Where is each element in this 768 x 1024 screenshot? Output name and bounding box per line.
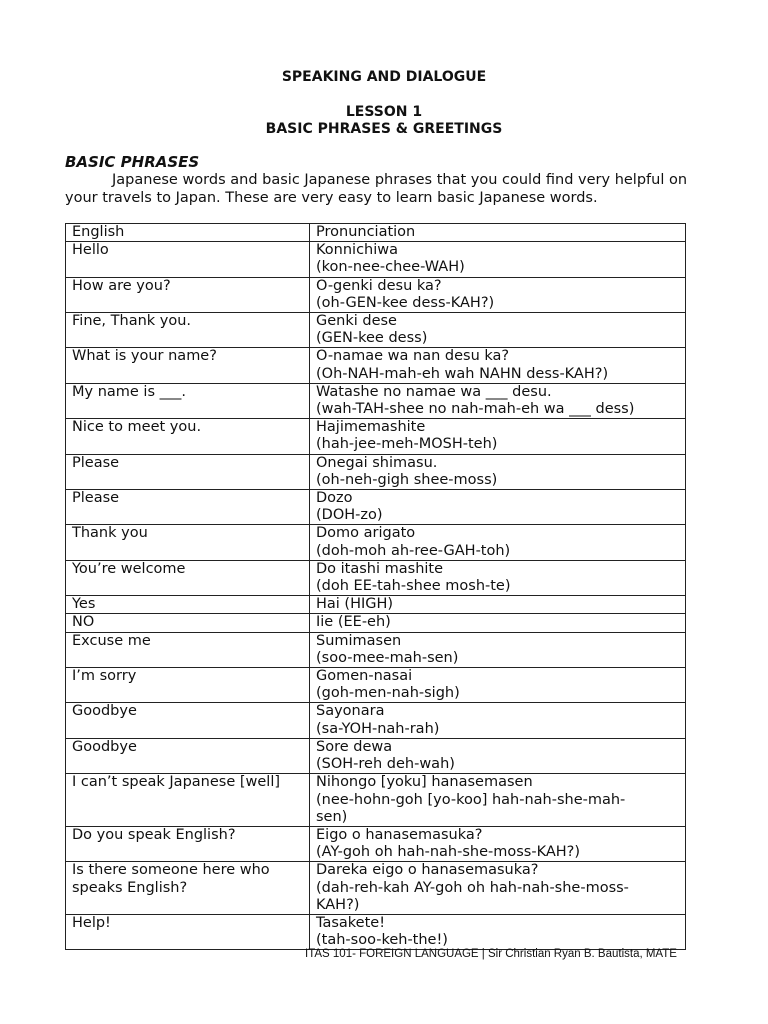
pronunciation-line: Hajimemashite	[316, 419, 426, 436]
english-cell: NO	[66, 614, 310, 632]
pronunciation-line: (Oh-NAH-mah-eh wah NAHN dess-KAH?)	[316, 365, 609, 382]
pronunciation-line: Watashe no namae wa ___ desu.	[316, 383, 552, 400]
pronunciation-cell	[310, 738, 686, 773]
pronunciation-cell	[310, 490, 686, 525]
pronunciation-line: Do itashi mashite	[316, 560, 444, 577]
pronunciation-line: KAH?)	[316, 896, 360, 913]
pronunciation-line: (nee-hohn-goh [yo-koo] hah-nah-she-mah-	[316, 791, 626, 808]
pronunciation-cell	[310, 914, 686, 949]
pronunciation-line: Dozo	[316, 490, 353, 507]
pronunciation-line: Eigo o hanasemasuka?	[316, 826, 483, 843]
english-cell: Fine, Thank you.	[66, 313, 310, 348]
pronunciation-cell	[310, 668, 686, 703]
pronunciation-cell	[310, 632, 686, 667]
table-row	[66, 703, 686, 738]
table-row	[66, 454, 686, 489]
pronunciation-line: (oh-GEN-kee dess-KAH?)	[316, 294, 495, 311]
pronunciation-line: Dareka eigo o hanasemasuka?	[316, 862, 539, 879]
english-cell: Please	[66, 490, 310, 525]
table-row	[66, 277, 686, 312]
pronunciation-cell	[310, 560, 686, 595]
section-heading: BASIC PHRASES	[65, 153, 200, 171]
pronunciation-cell	[310, 419, 686, 454]
english-cell: Goodbye	[66, 703, 310, 738]
pronunciation-line: sen)	[316, 808, 348, 825]
pronunciation-line: (hah-jee-meh-MOSH-teh)	[316, 436, 498, 453]
english-cell: Hello	[66, 242, 310, 277]
pronunciation-line: (SOH-reh deh-wah)	[316, 756, 455, 773]
header-english: English	[66, 224, 310, 242]
table-row	[66, 560, 686, 595]
english-cell: How are you?	[66, 277, 310, 312]
pronunciation-line: Iie (EE-eh)	[316, 614, 391, 631]
table-row	[66, 738, 686, 773]
table-row	[66, 525, 686, 560]
table-row	[66, 490, 686, 525]
table-row	[66, 596, 686, 614]
pronunciation-line: (soo-mee-mah-sen)	[316, 649, 459, 666]
pronunciation-line: Sayonara	[316, 703, 385, 720]
english-cell: Thank you	[66, 525, 310, 560]
table-row	[66, 862, 686, 915]
pronunciation-line: Gomen-nasai	[316, 668, 413, 685]
pronunciation-line: (DOH-zo)	[316, 507, 383, 524]
english-cell: I can’t speak Japanese [well]	[66, 774, 310, 827]
pronunciation-cell	[310, 242, 686, 277]
pronunciation-cell	[310, 826, 686, 861]
pronunciation-line: (GEN-kee dess)	[316, 330, 428, 347]
pronunciation-cell	[310, 348, 686, 383]
lesson-title: BASIC PHRASES & GREETINGS	[265, 121, 503, 137]
table-row	[66, 826, 686, 861]
pronunciation-line: Sore dewa	[316, 738, 393, 755]
pronunciation-cell	[310, 313, 686, 348]
table-row	[66, 313, 686, 348]
pronunciation-line: (kon-nee-chee-WAH)	[316, 259, 465, 276]
pronunciation-cell	[310, 277, 686, 312]
pronunciation-line: Sumimasen	[316, 632, 402, 649]
table-row	[66, 348, 686, 383]
english-cell: Goodbye	[66, 738, 310, 773]
pronunciation-line: Tasakete!	[316, 914, 386, 931]
english-cell: Nice to meet you.	[66, 419, 310, 454]
pronunciation-line: O-namae wa nan desu ka?	[316, 348, 510, 365]
table-row	[66, 383, 686, 418]
english-cell: Yes	[66, 596, 310, 614]
lesson-number: LESSON 1	[345, 104, 423, 120]
english-cell: I’m sorry	[66, 668, 310, 703]
table-row	[66, 668, 686, 703]
pronunciation-line: (doh EE-tah-shee mosh-te)	[316, 578, 511, 595]
pronunciation-line: Konnichiwa	[316, 242, 399, 259]
pronunciation-cell	[310, 525, 686, 560]
pronunciation-line: O-genki desu ka?	[316, 277, 442, 294]
pronunciation-cell	[310, 454, 686, 489]
pronunciation-cell	[310, 703, 686, 738]
table-row	[66, 632, 686, 667]
english-cell: Do you speak English?	[66, 826, 310, 861]
table-row	[66, 614, 686, 632]
header-title: SPEAKING AND DIALOGUE	[281, 69, 487, 85]
table-row	[66, 242, 686, 277]
pronunciation-line: (goh-men-nah-sigh)	[316, 685, 460, 702]
pronunciation-line: (doh-moh ah-ree-GAH-toh)	[316, 542, 511, 559]
english-cell: Excuse me	[66, 632, 310, 667]
english-cell: Help!	[66, 914, 310, 949]
pronunciation-line: (tah-soo-keh-the!)	[316, 932, 448, 949]
pronunciation-line: (wah-TAH-shee no nah-mah-eh wa ___ dess)	[316, 401, 635, 418]
english-cell: Is there someone here who speaks English?	[66, 862, 310, 915]
pronunciation-cell	[310, 383, 686, 418]
table-row	[66, 419, 686, 454]
intro-paragraph: Japanese words and basic Japanese phrases that you could find very helpful on your travels to Japan. These are very easy to learn basic Japanese words.	[65, 172, 688, 206]
pronunciation-line: Onegai shimasu.	[316, 454, 438, 471]
pronunciation-line: Domo arigato	[316, 525, 416, 542]
pronunciation-line: Nihongo [yoku] hanasemasen	[316, 774, 533, 791]
pronunciation-cell	[310, 614, 686, 632]
header-pronunciation: Pronunciation	[310, 224, 686, 242]
pronunciation-cell	[310, 774, 686, 827]
pronunciation-line: Genki dese	[316, 313, 397, 330]
english-cell: My name is ___.	[66, 383, 310, 418]
english-cell: You’re welcome	[66, 560, 310, 595]
page-footer: ITAS 101- FOREIGN LANGUAGE | Sir Christian Ryan B. Bautista, MATE	[305, 948, 677, 960]
table-header-row	[66, 224, 686, 242]
table-row	[66, 774, 686, 827]
pronunciation-line: (AY-goh oh hah-nah-she-moss-KAH?)	[316, 844, 581, 861]
english-cell: What is your name?	[66, 348, 310, 383]
english-cell: Please	[66, 454, 310, 489]
pronunciation-line: (oh-neh-gigh shee-moss)	[316, 471, 498, 488]
pronunciation-cell	[310, 862, 686, 915]
pronunciation-line: Hai (HIGH)	[316, 596, 394, 613]
pronunciation-line: (dah-reh-kah AY-goh oh hah-nah-she-moss-	[316, 879, 629, 896]
pronunciation-line: (sa-YOH-nah-rah)	[316, 720, 440, 737]
phrases-table	[65, 223, 686, 950]
pronunciation-cell	[310, 596, 686, 614]
table-row	[66, 914, 686, 949]
